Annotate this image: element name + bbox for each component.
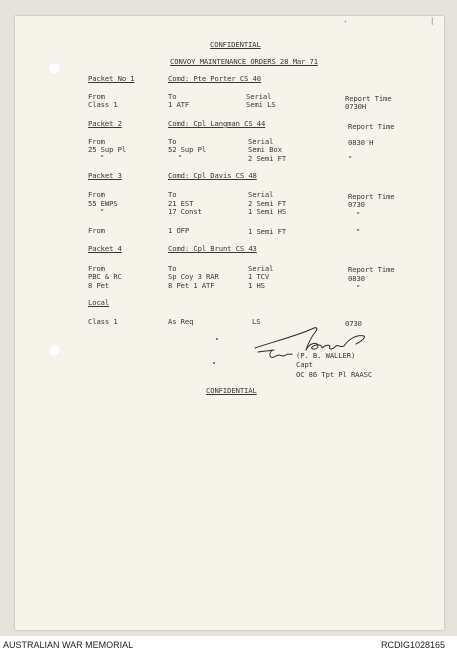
punch-hole bbox=[48, 344, 61, 357]
table-cell: PBC & RC bbox=[88, 272, 122, 281]
table-cell: 1 Semi HS bbox=[248, 207, 287, 216]
archive-credit: AUSTRALIAN WAR MEMORIAL bbox=[3, 640, 134, 650]
table-cell: 8 Pet bbox=[88, 281, 110, 290]
table-cell: To bbox=[168, 92, 177, 101]
table-cell: LS bbox=[252, 317, 261, 326]
table-cell: Serial bbox=[248, 137, 274, 146]
table-cell: From bbox=[88, 190, 105, 199]
table-cell: From bbox=[88, 226, 105, 235]
ditto-mark: " bbox=[100, 207, 105, 216]
local-heading: Local bbox=[88, 298, 110, 307]
table-cell: 0730 bbox=[345, 319, 362, 328]
table-cell: 1 HS bbox=[248, 281, 265, 290]
packet-1-commander: Comd: Pte Porter CS 40 bbox=[168, 74, 261, 83]
table-cell: Class 1 bbox=[88, 100, 118, 109]
corner-mark: ʼ bbox=[343, 19, 348, 28]
table-cell: Report Time bbox=[348, 192, 395, 201]
packet-3-commander: Comd: Cpl Davis CS 48 bbox=[168, 171, 257, 180]
table-cell: 8 Pet 1 ATF bbox=[168, 281, 215, 290]
table-cell: 17 Const bbox=[168, 207, 202, 216]
table-cell: Serial bbox=[246, 92, 272, 101]
table-cell: 2 Semi FT bbox=[248, 199, 287, 208]
classification-top: CONFIDENTIAL bbox=[210, 40, 261, 49]
table-cell: 0830 bbox=[348, 274, 365, 283]
table-cell: Report Time bbox=[348, 122, 395, 131]
corner-mark: | bbox=[430, 16, 435, 25]
table-cell: 2 Semi FT bbox=[248, 154, 287, 163]
table-cell: From bbox=[88, 264, 105, 273]
ditto-mark: " bbox=[178, 153, 183, 162]
table-cell: 1 TCV bbox=[248, 272, 270, 281]
table-cell: From bbox=[88, 137, 105, 146]
table-cell: 0730H bbox=[345, 102, 367, 111]
ditto-mark: " bbox=[356, 283, 361, 292]
packet-4-commander: Comd: Cpl Brunt CS 43 bbox=[168, 244, 257, 253]
table-cell: To bbox=[168, 264, 177, 273]
table-cell: Report Time bbox=[345, 94, 392, 103]
signatory-rank: Capt bbox=[296, 360, 313, 369]
ditto-mark: " bbox=[348, 154, 353, 163]
ink-speck bbox=[213, 362, 215, 364]
table-cell: 52 Sup Pl bbox=[168, 145, 207, 154]
table-cell: Sp Coy 3 RAR bbox=[168, 272, 219, 281]
document-page bbox=[15, 16, 444, 630]
archive-reference: RCDIG1028165 bbox=[381, 640, 446, 650]
classification-bottom: CONFIDENTIAL bbox=[206, 386, 257, 395]
signatory-appointment: OC 86 Tpt Pl RAASC bbox=[296, 370, 373, 379]
table-cell: Serial bbox=[248, 264, 274, 273]
table-cell: Serial bbox=[248, 190, 274, 199]
table-cell: 1 ATF bbox=[168, 100, 190, 109]
punch-hole bbox=[48, 62, 61, 75]
table-cell: As Req bbox=[168, 317, 194, 326]
ditto-mark: " bbox=[100, 153, 105, 162]
table-cell: 1 OFP bbox=[168, 226, 190, 235]
packet-3-heading: Packet 3 bbox=[88, 171, 122, 180]
table-cell: From bbox=[88, 92, 105, 101]
ink-speck bbox=[216, 338, 218, 340]
table-cell: To bbox=[168, 190, 177, 199]
packet-2-commander: Comd: Cpl Langman CS 44 bbox=[168, 119, 266, 128]
table-cell: To bbox=[168, 137, 177, 146]
ditto-mark: " bbox=[356, 227, 361, 236]
document-title: CONVOY MAINTENANCE ORDERS 28 Mar 71 bbox=[170, 57, 318, 66]
signatory-name: (P. B. WALLER) bbox=[296, 351, 356, 360]
table-cell: 25 Sup Pl bbox=[88, 145, 127, 154]
packet-4-heading: Packet 4 bbox=[88, 244, 122, 253]
table-cell: 1 Semi FT bbox=[248, 227, 287, 236]
table-cell: Report Time bbox=[348, 265, 395, 274]
table-cell: 0830 H bbox=[348, 138, 374, 147]
table-cell: Class 1 bbox=[88, 317, 118, 326]
table-cell: 55 EWPS bbox=[88, 199, 118, 208]
table-cell: Semi Box bbox=[248, 145, 282, 154]
packet-1-heading: Packet No 1 bbox=[88, 74, 135, 83]
ditto-mark: " bbox=[356, 210, 361, 219]
table-cell: 0730 bbox=[348, 200, 365, 209]
packet-2-heading: Packet 2 bbox=[88, 119, 122, 128]
table-cell: 21 EST bbox=[168, 199, 194, 208]
table-cell: Semi LS bbox=[246, 100, 276, 109]
